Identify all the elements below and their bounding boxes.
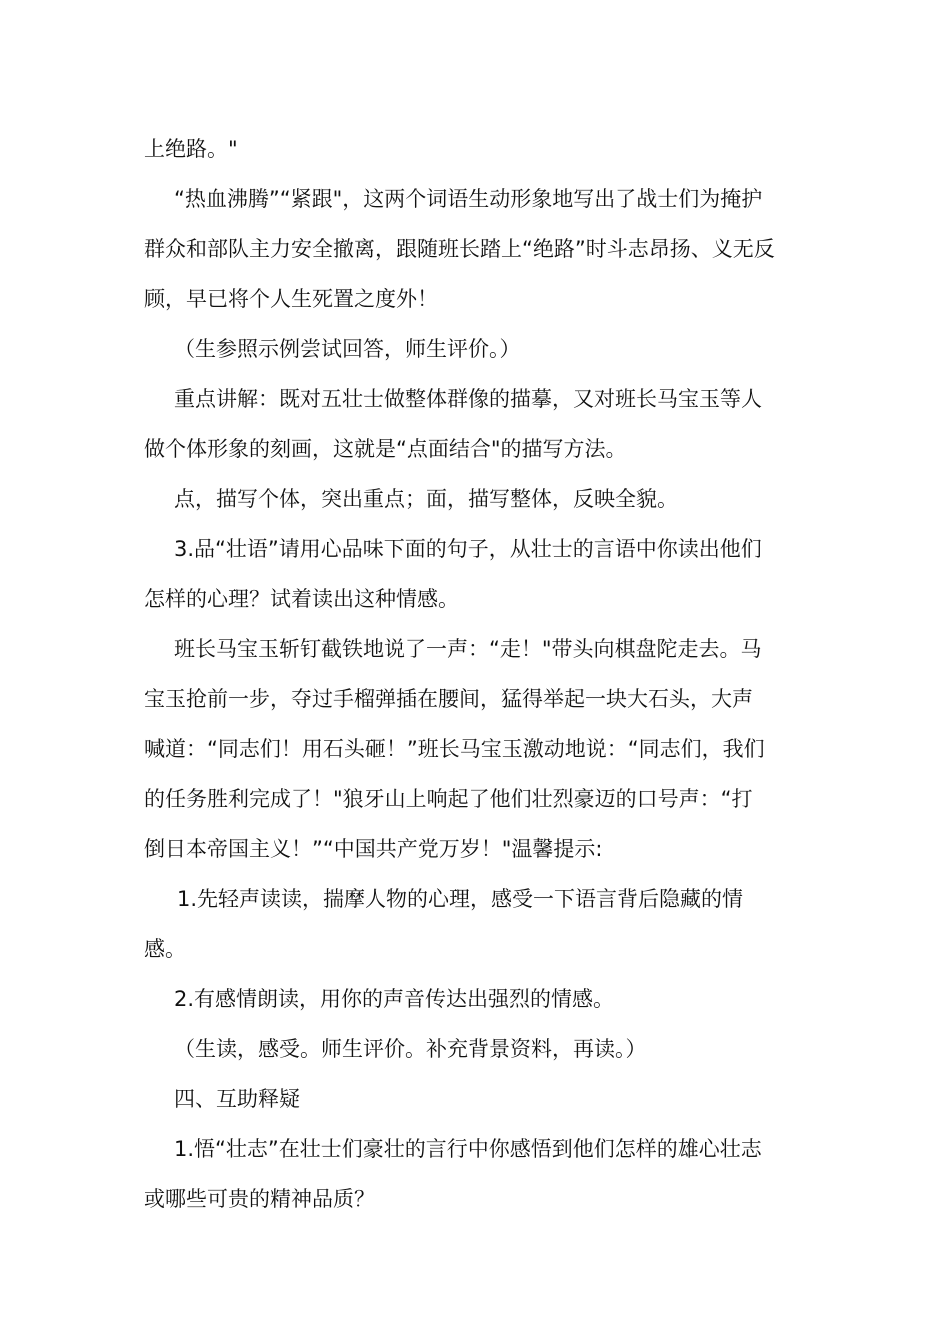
- text-line: 或哪些可贵的精神品质？: [144, 1187, 375, 1211]
- text-line: 班长马宝玉斩钉截铁地说了一声：“走！"带头向棋盘陀走去。马: [174, 637, 762, 661]
- text-line: 怎样的心理？试着读出这种情感。: [144, 587, 459, 611]
- text-line: 重点讲解：既对五壮士做整体群像的描摹，又对班长马宝玉等人: [174, 387, 762, 411]
- text-line: 点，描写个体，突出重点；面，描写整体，反映全貌。: [174, 487, 678, 511]
- text-line: 做个体形象的刻画，这就是“点面结合"的描写方法。: [144, 437, 627, 461]
- text-line: （生读，感受。师生评价。补充背景资料，再读。）: [174, 1037, 647, 1061]
- text-line: 宝玉抢前一步，夺过手榴弹插在腰间，猛得举起一块大石头，大声: [144, 687, 753, 711]
- text-line: 群众和部队主力安全撤离，跟随班长踏上“绝路”时斗志昂扬、义无反: [144, 237, 775, 261]
- text-line: 四、互助释疑: [174, 1087, 300, 1111]
- text-line: （生参照示例尝试回答，师生评价。）: [174, 337, 521, 361]
- text-line: 3.品“壮语”请用心品味下面的句子，从壮士的言语中你读出他们: [174, 537, 762, 561]
- text-line: 感。: [144, 937, 186, 961]
- text-line: 2.有感情朗读，用你的声音传达出强烈的情感。: [174, 987, 615, 1011]
- text-line: 1.先轻声读读，揣摩人物的心理，感受一下语言背后隐藏的情: [177, 887, 744, 911]
- text-line: 1.悟“壮志”在壮士们豪壮的言行中你感悟到他们怎样的雄心壮志: [174, 1137, 762, 1161]
- text-line: 倒日本帝国主义！”“中国共产党万岁！"温馨提示:: [144, 837, 603, 861]
- text-line: “热血沸腾”“紧跟"，这两个词语生动形象地写出了战士们为掩护: [174, 187, 763, 211]
- text-line: 上绝路。": [144, 137, 238, 161]
- text-line: 顾，早已将个人生死置之度外！: [144, 287, 438, 311]
- text-line: 喊道：“同志们！用石头砸！”班长马宝玉激动地说：“同志们，我们: [144, 737, 765, 761]
- text-line: 的任务胜利完成了！"狼牙山上响起了他们壮烈豪迈的口号声：“打: [144, 787, 753, 811]
